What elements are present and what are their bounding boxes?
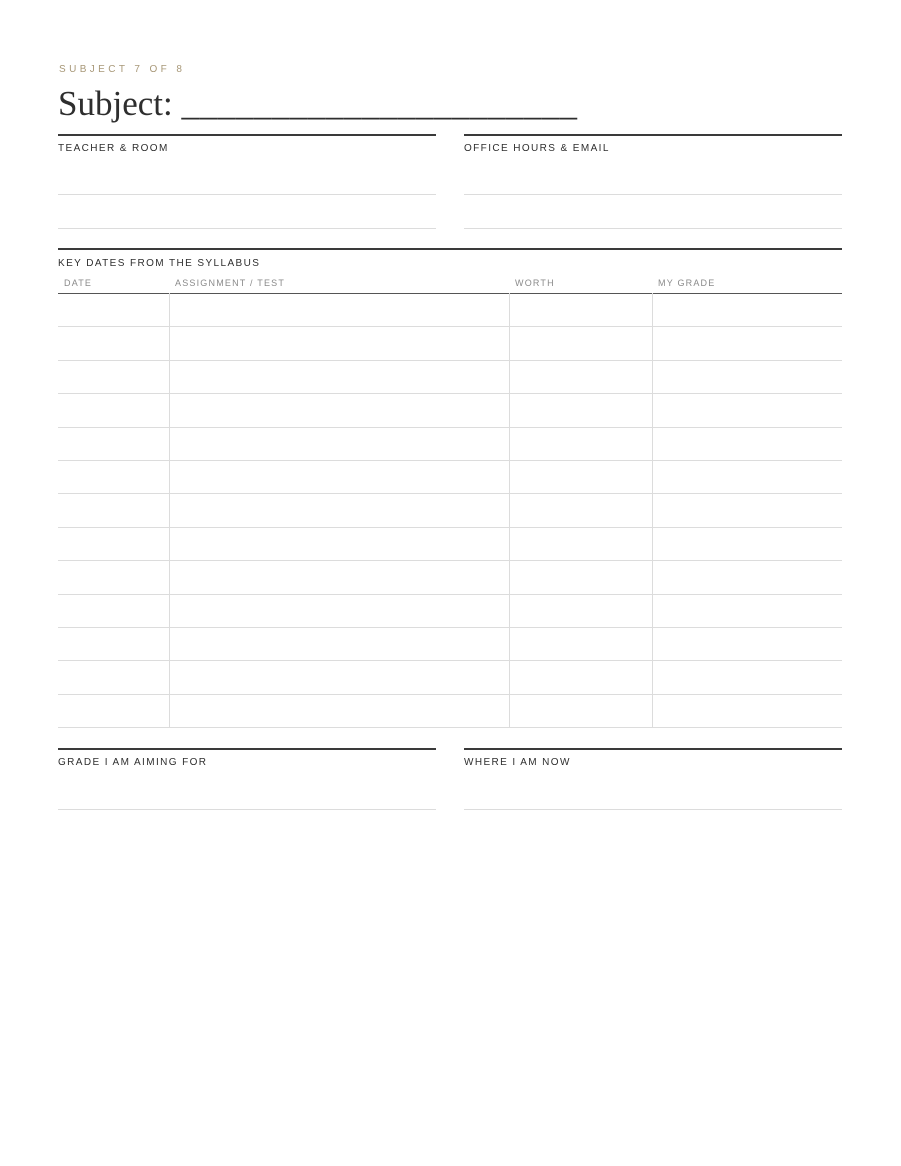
subject-label: Subject: xyxy=(58,84,173,123)
date-cell[interactable] xyxy=(58,394,169,427)
office-hours-line-1[interactable] xyxy=(464,194,842,195)
subject-blank-line[interactable]: ______________________ xyxy=(181,84,578,123)
subject-counter: SUBJECT 7 OF 8 xyxy=(59,64,186,75)
table-row xyxy=(58,460,842,493)
my-grade-cell[interactable] xyxy=(652,627,842,660)
table-row xyxy=(58,494,842,527)
where-now-line[interactable] xyxy=(464,809,842,810)
my-grade-cell[interactable] xyxy=(652,460,842,493)
my-grade-cell[interactable] xyxy=(652,561,842,594)
my-grade-cell[interactable] xyxy=(652,327,842,360)
column-header-worth: WORTH xyxy=(515,278,555,288)
assignment-cell[interactable] xyxy=(169,627,509,660)
table-row xyxy=(58,694,842,727)
worth-cell[interactable] xyxy=(509,661,652,694)
assignment-cell[interactable] xyxy=(169,661,509,694)
worth-cell[interactable] xyxy=(509,694,652,727)
date-cell[interactable] xyxy=(58,527,169,560)
assignment-cell[interactable] xyxy=(169,427,509,460)
where-now-label: WHERE I AM NOW xyxy=(464,757,571,768)
my-grade-cell[interactable] xyxy=(652,694,842,727)
table-row xyxy=(58,594,842,627)
where-now-section xyxy=(464,748,842,810)
table-row xyxy=(58,327,842,360)
teacher-room-label: TEACHER & ROOM xyxy=(58,143,169,154)
date-cell[interactable] xyxy=(58,661,169,694)
assignment-cell[interactable] xyxy=(169,394,509,427)
my-grade-cell[interactable] xyxy=(652,360,842,393)
column-header-assignment: ASSIGNMENT / TEST xyxy=(175,278,286,288)
table-row xyxy=(58,360,842,393)
my-grade-cell[interactable] xyxy=(652,294,842,327)
my-grade-cell[interactable] xyxy=(652,661,842,694)
worth-cell[interactable] xyxy=(509,294,652,327)
teacher-room-section xyxy=(58,134,436,230)
table-row xyxy=(58,661,842,694)
worth-cell[interactable] xyxy=(509,494,652,527)
grade-aim-label: GRADE I AM AIMING FOR xyxy=(58,757,208,768)
date-cell[interactable] xyxy=(58,627,169,660)
date-cell[interactable] xyxy=(58,327,169,360)
office-hours-section xyxy=(464,134,842,230)
key-dates-table xyxy=(58,293,842,728)
grade-aim-line[interactable] xyxy=(58,809,436,810)
my-grade-cell[interactable] xyxy=(652,494,842,527)
worth-cell[interactable] xyxy=(509,360,652,393)
table-row xyxy=(58,394,842,427)
table-row xyxy=(58,427,842,460)
date-cell[interactable] xyxy=(58,427,169,460)
table-row xyxy=(58,561,842,594)
column-header-date: DATE xyxy=(64,278,93,288)
my-grade-cell[interactable] xyxy=(652,527,842,560)
worth-cell[interactable] xyxy=(509,460,652,493)
worth-cell[interactable] xyxy=(509,594,652,627)
assignment-cell[interactable] xyxy=(169,294,509,327)
worth-cell[interactable] xyxy=(509,394,652,427)
worth-cell[interactable] xyxy=(509,561,652,594)
my-grade-cell[interactable] xyxy=(652,594,842,627)
office-hours-label: OFFICE HOURS & EMAIL xyxy=(464,143,610,154)
assignment-cell[interactable] xyxy=(169,360,509,393)
my-grade-cell[interactable] xyxy=(652,427,842,460)
date-cell[interactable] xyxy=(58,694,169,727)
assignment-cell[interactable] xyxy=(169,561,509,594)
assignment-cell[interactable] xyxy=(169,327,509,360)
worth-cell[interactable] xyxy=(509,527,652,560)
worth-cell[interactable] xyxy=(509,627,652,660)
date-cell[interactable] xyxy=(58,294,169,327)
grade-aim-section xyxy=(58,748,436,810)
column-header-my-grade: MY GRADE xyxy=(658,278,716,288)
office-hours-line-2[interactable] xyxy=(464,228,842,229)
date-cell[interactable] xyxy=(58,360,169,393)
my-grade-cell[interactable] xyxy=(652,394,842,427)
table-row xyxy=(58,627,842,660)
assignment-cell[interactable] xyxy=(169,694,509,727)
date-cell[interactable] xyxy=(58,494,169,527)
table-row xyxy=(58,294,842,327)
worth-cell[interactable] xyxy=(509,427,652,460)
teacher-room-line-2[interactable] xyxy=(58,228,436,229)
key-dates-section xyxy=(58,248,842,288)
assignment-cell[interactable] xyxy=(169,494,509,527)
date-cell[interactable] xyxy=(58,594,169,627)
key-dates-label: KEY DATES FROM THE SYLLABUS xyxy=(58,258,261,269)
assignment-cell[interactable] xyxy=(169,460,509,493)
subject-title xyxy=(58,84,577,124)
teacher-room-line-1[interactable] xyxy=(58,194,436,195)
table-row xyxy=(58,527,842,560)
date-cell[interactable] xyxy=(58,561,169,594)
worth-cell[interactable] xyxy=(509,327,652,360)
date-cell[interactable] xyxy=(58,460,169,493)
assignment-cell[interactable] xyxy=(169,594,509,627)
assignment-cell[interactable] xyxy=(169,527,509,560)
